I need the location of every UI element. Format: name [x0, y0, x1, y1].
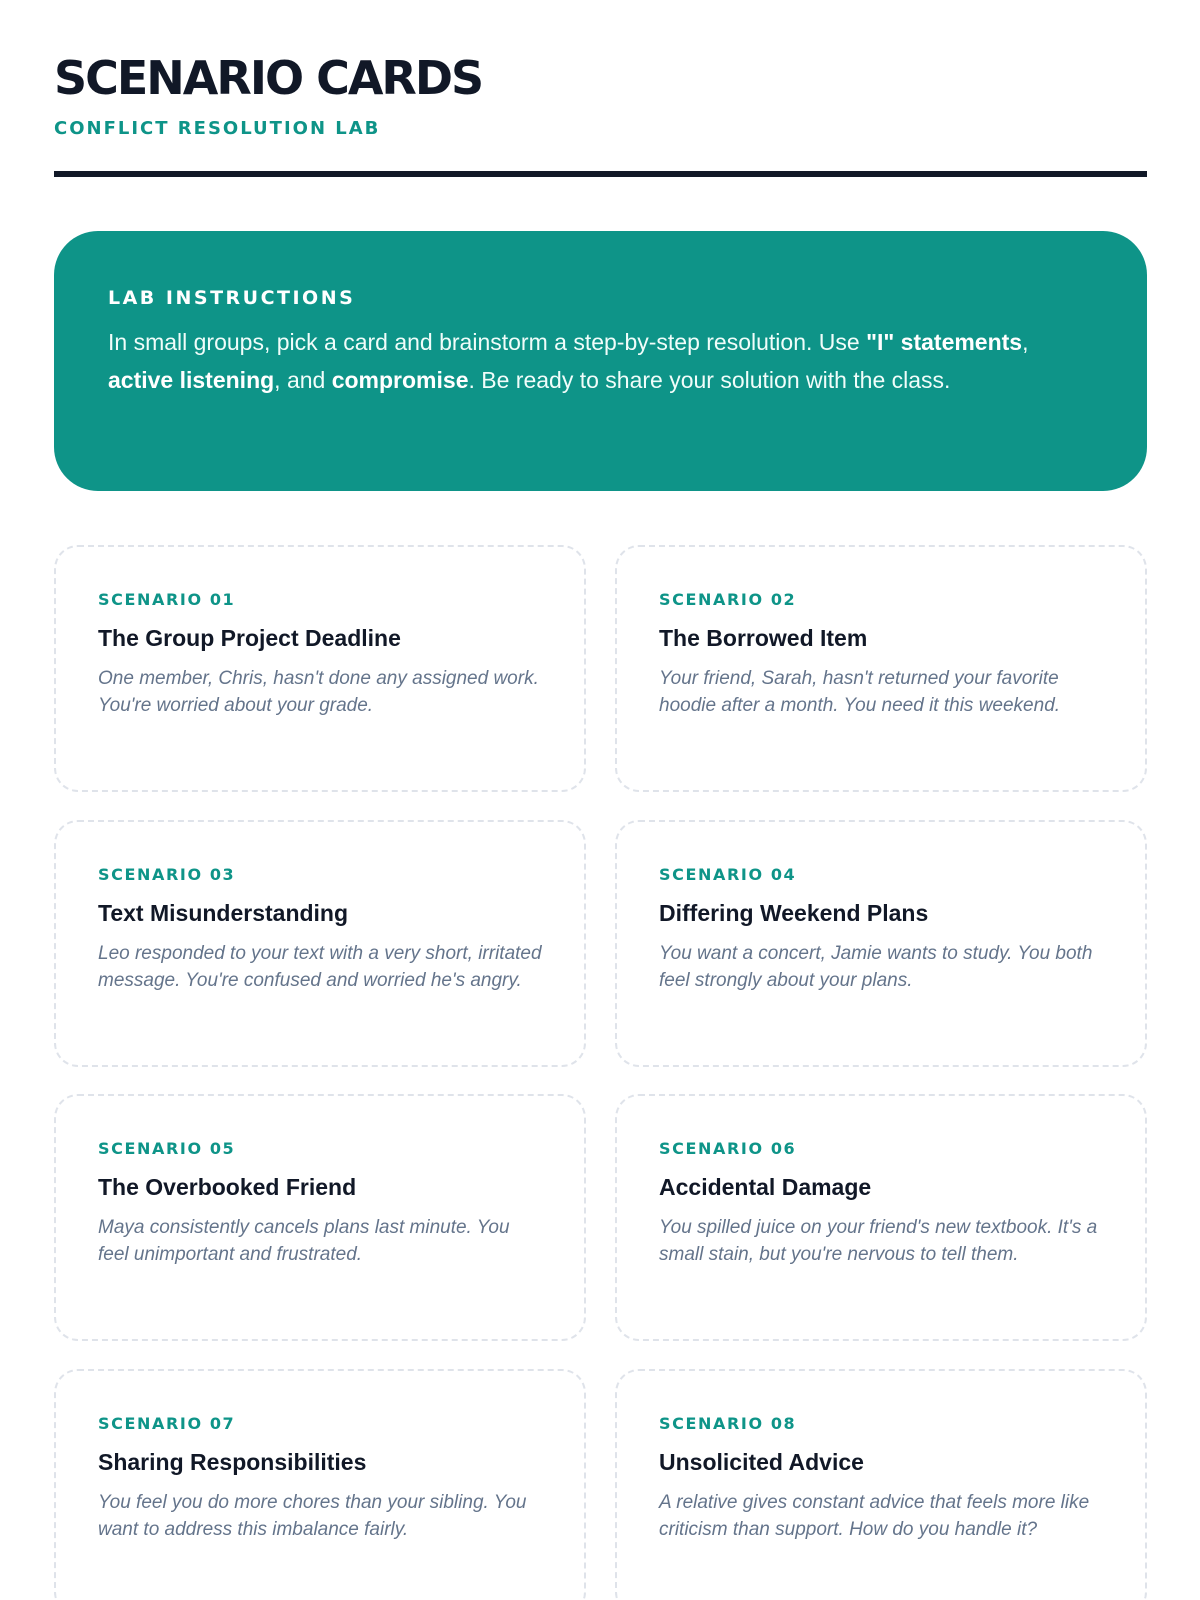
scenario-title: The Group Project Deadline [98, 625, 401, 651]
scenario-title: Sharing Responsibilities [98, 1449, 367, 1475]
instructions-text-part: , [1022, 329, 1029, 355]
scenario-card-01 [54, 545, 586, 792]
instructions-text [108, 323, 1093, 399]
scenario-title: The Overbooked Friend [98, 1174, 357, 1200]
lab-instructions-panel [54, 231, 1147, 491]
scenario-description: A relative gives constant advice that feels more like criticism than support. How do you handle it? [659, 1492, 1090, 1540]
scenario-title: Accidental Damage [659, 1174, 872, 1200]
instructions-bold-active-listening: active listening [108, 367, 275, 393]
scenario-description: You want a concert, Jamie wants to study. You both feel strongly about your plans. [659, 943, 1093, 991]
scenario-card-04 [615, 820, 1147, 1067]
scenario-title: Differing Weekend Plans [659, 900, 929, 926]
scenario-card-05 [54, 1094, 586, 1341]
scenario-number: SCENARIO 06 [659, 1139, 797, 1158]
scenario-card-07 [54, 1369, 586, 1600]
page-header [54, 52, 1147, 139]
page-title: SCENARIO CARDS [54, 51, 483, 105]
instructions-bold-i-statements: "I" statements [866, 329, 1023, 355]
scenario-title: The Borrowed Item [659, 625, 868, 651]
instructions-text-part: In small groups, pick a card and brainstorm a step-by-step resolution. Use [108, 329, 867, 355]
instructions-label: LAB INSTRUCTIONS [108, 287, 356, 309]
header-divider [54, 171, 1147, 177]
scenario-description: One member, Chris, hasn't done any assigned work. You're worried about your grade. [98, 668, 539, 716]
scenario-card-02 [615, 545, 1147, 792]
scenario-number: SCENARIO 02 [659, 590, 797, 609]
scenario-description: You spilled juice on your friend's new textbook. It's a small stain, but you're nervous to tell them. [659, 1217, 1098, 1265]
scenario-card-06 [615, 1094, 1147, 1341]
scenario-number: SCENARIO 07 [98, 1414, 236, 1433]
instructions-text-part: . Be ready to share your solution with the class. [468, 367, 951, 393]
scenario-card-08 [615, 1369, 1147, 1600]
scenario-description: Leo responded to your text with a very short, irritated message. You're confused and worried he's angry. [98, 943, 542, 991]
scenario-description: Your friend, Sarah, hasn't returned your favorite hoodie after a month. You need it this weekend. [659, 668, 1061, 716]
scenario-title: Text Misunderstanding [98, 900, 349, 926]
scenario-description: Maya consistently cancels plans last minute. You feel unimportant and frustrated. [98, 1217, 510, 1265]
scenario-number: SCENARIO 03 [98, 865, 236, 884]
scenario-number: SCENARIO 04 [659, 865, 797, 884]
scenario-card-03 [54, 820, 586, 1067]
instructions-bold-compromise: compromise [331, 367, 469, 393]
scenario-number: SCENARIO 01 [98, 590, 236, 609]
scenario-number: SCENARIO 05 [98, 1139, 236, 1158]
instructions-text-part: , and [274, 367, 332, 393]
scenario-number: SCENARIO 08 [659, 1414, 797, 1433]
scenario-title: Unsolicited Advice [659, 1449, 864, 1475]
scenario-description: You feel you do more chores than your sibling. You want to address this imbalance fairly. [98, 1492, 527, 1540]
page-subtitle: CONFLICT RESOLUTION LAB [54, 118, 381, 139]
